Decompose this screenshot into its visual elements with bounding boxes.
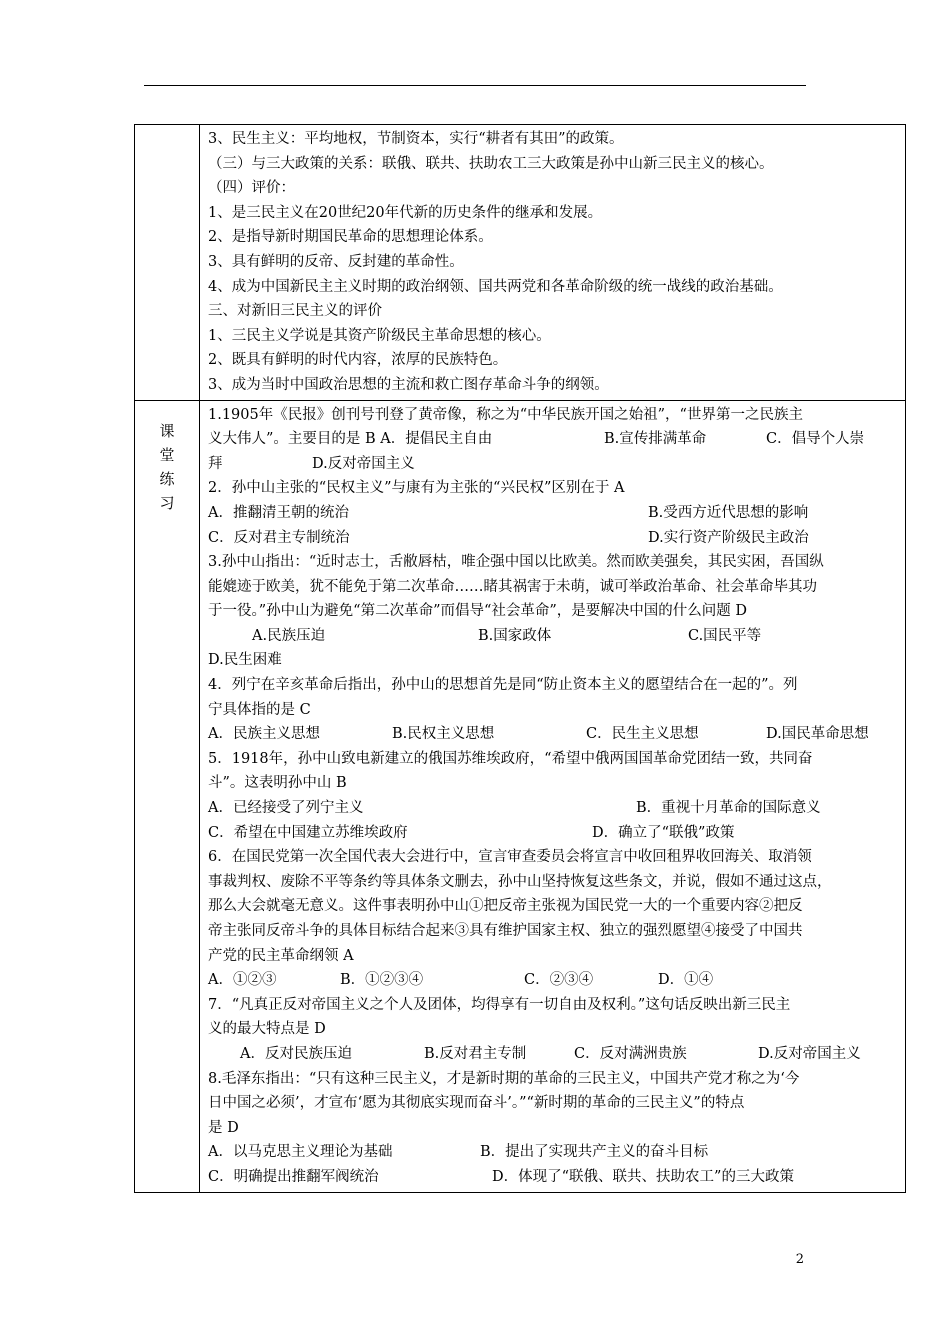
question-1-text: 义大伟人”。主要目的是 B A．提倡民主自由 xyxy=(208,431,493,448)
question-7-line: 义的最大特点是 D xyxy=(208,1021,326,1038)
option-c: C．反对满洲贵族 xyxy=(574,1045,687,1062)
question-4-line: 宁具体指的是 C xyxy=(208,701,311,718)
label-char: 堂 xyxy=(159,445,175,464)
option-c: C．明确提出推翻军阀统治 xyxy=(208,1168,379,1185)
label-char: 练 xyxy=(159,469,175,488)
option-a: A．民族主义思想 xyxy=(208,726,320,743)
question-3-options xyxy=(208,624,899,649)
label-char: 习 xyxy=(159,493,175,512)
option-a: A．反对民族压迫 xyxy=(240,1045,352,1062)
option-a: A．推翻清王朝的统治 xyxy=(208,504,349,521)
question-5-line: 5．1918年，孙中山致电新建立的俄国苏维埃政府，“希望中俄两国国革命党团结一致，共同奋 xyxy=(208,750,813,767)
question-8-line: 日中国之必须’，才宣布‘愿为其彻底实现而奋斗’。”“新时期的革命的三民主义”的特点 xyxy=(208,1095,745,1112)
summary-line: 1、是三民主义在20世纪20年代新的历史条件的继承和发展。 xyxy=(208,204,603,221)
label-cell-empty xyxy=(135,125,200,401)
content-table xyxy=(134,124,906,1193)
exercises-text xyxy=(200,401,905,1192)
option-a: A.民族压迫 xyxy=(252,627,326,644)
summary-line: 2、是指导新时期国民革命的思想理论体系。 xyxy=(208,229,493,246)
option-a: A．已经接受了列宁主义 xyxy=(208,800,364,817)
question-3-line: 能媲迹于欧美，犹不能免于第二次革命……睹其祸害于未萌，诚可举政治革命、社会革命毕其功 xyxy=(208,578,817,595)
option-d: D.反对帝国主义 xyxy=(758,1045,861,1062)
question-5-options xyxy=(208,796,899,821)
question-6-line: 6．在国民党第一次全国代表大会进行中，宣言审查委员会将宣言中收回租界收回海关、取消领 xyxy=(208,849,812,866)
question-3-line: 于一役。”孙中山为避免“第二次革命”而倡导“社会革命”，是要解决中国的什么问题 D xyxy=(208,603,748,620)
option-c: C．反对君主专制统治 xyxy=(208,529,350,546)
option-d: D．体现了“联俄、联共、扶助农工”的三大政策 xyxy=(492,1168,794,1185)
question-4-options xyxy=(208,722,899,747)
option-b: B．①②③④ xyxy=(340,972,424,989)
option-b: B.反对君主专制 xyxy=(424,1045,527,1062)
question-2-line: 2．孙中山主张的“民权主义”与康有为主张的“兴民权”区别在于 A xyxy=(208,480,625,497)
option-d: D．①④ xyxy=(658,972,714,989)
question-8-line: 8.毛泽东指出：“只有这种三民主义，才是新时期的革命的三民主义，中国共产党才称之为‘今 xyxy=(208,1070,800,1087)
question-6-line: 产党的民主革命纲领 A xyxy=(208,947,354,964)
page-number: 2 xyxy=(795,1252,804,1267)
summary-line: 3、成为当时中国政治思想的主流和救亡图存革命斗争的纲领。 xyxy=(208,376,609,393)
question-6-line: 事裁判权、废除不平等条约等具体条文删去，孙中山坚持恢复这些条文，并说，假如不通过这点， xyxy=(208,873,832,890)
section-label xyxy=(157,419,177,515)
option-c: C．民生主义思想 xyxy=(586,726,699,743)
question-1-line xyxy=(208,427,899,452)
question-1-line: 1.1905年《民报》创刊号刊登了黄帝像，称之为“中华民族开国之始祖”，“世界第一之民族主 xyxy=(208,406,803,423)
table-row-summary xyxy=(135,125,906,401)
label-char: 课 xyxy=(159,421,175,440)
question-7-options xyxy=(208,1042,899,1067)
option-d: D.实行资产阶级民主政治 xyxy=(648,529,809,546)
question-6-line: 那么大会就毫无意义。这件事表明孙中山①把反帝主张视为国民党一大的一个重要内容②把反 xyxy=(208,898,803,915)
option-a: A．以马克思主义理论为基础 xyxy=(208,1144,393,1161)
option-c: C．希望在中国建立苏维埃政府 xyxy=(208,824,408,841)
option-b: B.民权主义思想 xyxy=(392,726,495,743)
question-8-options xyxy=(208,1165,899,1190)
option-b: B.受西方近代思想的影响 xyxy=(648,504,809,521)
option-d: D．确立了“联俄”政策 xyxy=(592,824,735,841)
summary-text xyxy=(200,125,905,400)
exercises-cell xyxy=(200,400,906,1192)
question-6-options xyxy=(208,968,899,993)
question-7-line: 7．“凡真正反对帝国主义之个人及团体，均得享有一切自由及权利。”这句话反映出新三民主 xyxy=(208,996,791,1013)
option-b: B.宣传排满革命 xyxy=(604,431,707,448)
question-6-line: 帝主张同反帝斗争的具体目标结合起来③具有维护国家主权、独立的强烈愿望④接受了中国共 xyxy=(208,923,803,939)
option-c: C.国民平等 xyxy=(688,627,762,644)
option-c: C．倡导个人崇 xyxy=(766,431,865,448)
option-d: D.反对帝国主义 xyxy=(312,455,415,472)
option-b: B．提出了实现共产主义的奋斗目标 xyxy=(480,1144,709,1161)
summary-cell xyxy=(200,125,906,401)
summary-line: 2、既具有鲜明的时代内容，浓厚的民族特色。 xyxy=(208,352,508,369)
summary-line: 4、成为中国新民主主义时期的政治纲领、国共两党和各革命阶级的统一战线的政治基础。 xyxy=(208,278,783,295)
question-4-line: 4．列宁在辛亥革命后指出，孙中山的思想首先是同“防止资本主义的愿望结合在一起的”。列 xyxy=(208,677,798,694)
question-5-line: 斗”。这表明孙中山 B xyxy=(208,775,347,792)
summary-line: （三）与三大政策的关系：联俄、联共、扶助农工三大政策是孙中山新三民主义的核心。 xyxy=(208,155,774,172)
question-1-line xyxy=(208,452,899,477)
question-8-options xyxy=(208,1140,899,1165)
option-c: C．②③④ xyxy=(524,972,594,989)
summary-line: 1、三民主义学说是其资产阶级民主革命思想的核心。 xyxy=(208,327,551,344)
option-d: D.国民革命思想 xyxy=(766,726,869,743)
question-3-line: 3.孙中山指出：“近时志士，舌敝唇枯，唯企强中国以比欧美。然而欧美强矣，其民实困，吾国纵 xyxy=(208,554,824,571)
option-d: D.民生困难 xyxy=(208,652,282,669)
option-a: A．①②③ xyxy=(208,972,277,989)
summary-line: 三、对新旧三民主义的评价 xyxy=(208,303,382,320)
summary-line: 3、具有鲜明的反帝、反封建的革命性。 xyxy=(208,253,464,270)
header-rule xyxy=(144,85,806,86)
question-8-line: 是 D xyxy=(208,1119,239,1136)
question-2-options xyxy=(208,501,899,526)
question-2-options xyxy=(208,526,899,551)
table-row-exercises xyxy=(135,400,906,1192)
summary-line: 3、民生主义：平均地权，节制资本，实行“耕者有其田”的政策。 xyxy=(208,131,624,147)
summary-line: （四）评价： xyxy=(208,180,295,197)
label-cell-exercises xyxy=(135,400,200,1192)
question-1-text: 拜 xyxy=(208,455,223,472)
question-5-options xyxy=(208,821,899,846)
option-b: B．重视十月革命的国际意义 xyxy=(636,800,821,817)
option-b: B.国家政体 xyxy=(478,627,552,644)
